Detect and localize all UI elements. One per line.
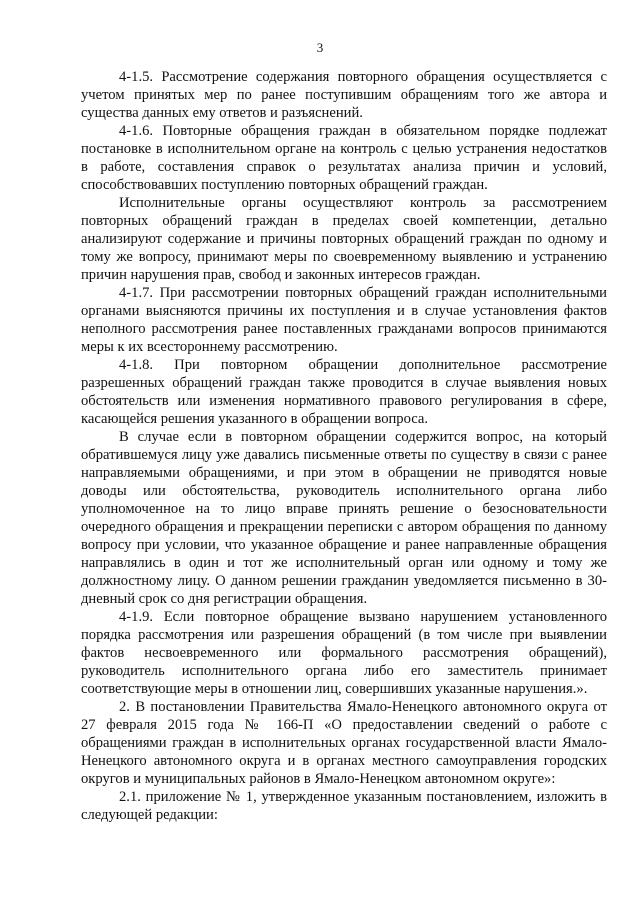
paragraph-4-1-8: 4-1.8. При повторном обращении дополнительное рассмотрение разрешенных обращений граждан также проводится в случае выявления новых обстоятельств или изменения нормативного правового регулирования в сфере, касающейся решения указанного в обращении вопроса. <box>81 357 607 427</box>
paragraph-2: 2. В постановлении Правительства Ямало-Ненецкого автономного округа от 27 февраля 2015 года № 166-П «О предоставлении сведений о работе с обращениями граждан в исполнительных органах государственной власти Ямало-Ненецкого автономного округа и в органах местного самоуправления городских округов и муниципальных районов в Ямало-Ненецком автономном округе»: <box>81 699 607 787</box>
paragraph-4-1-9: 4-1.9. Если повторное обращение вызвано нарушением установленного порядка рассмотрения или разрешения обращений (в том числе при выявлении фактов несвоевременного или формального рассмотрения обращений), руководитель исполнительного органа либо его заместитель принимает соответствующие меры в отношении лиц, совершивших указанные нарушения.». <box>81 609 607 697</box>
paragraph-4-1-6: 4-1.6. Повторные обращения граждан в обязательном порядке подлежат постановке в исполнительном органе на контроль с целью устранения недостатков в работе, составления справок о результатах анализа причин и условий, способствовавших поступлению повторных обращений граждан. <box>81 123 607 193</box>
paragraph-4-1-7: 4-1.7. При рассмотрении повторных обращений граждан исполнительными органами выясняются причины их поступления и в случае установления фактов неполного рассмотрения ранее поставленных гражданами вопросов принимаются меры к их всестороннему рассмотрению. <box>81 285 607 355</box>
paragraph-control: Исполнительные органы осуществляют контроль за рассмотрением повторных обращений граждан в пределах своей компетенции, детально анализируют содержание и причины повторных обращений граждан по одному и тому же вопросу, принимают меры по своевременному выявлению и устранению причин нарушения прав, свобод и законных интересов граждан. <box>81 195 607 283</box>
page-number: 3 <box>316 40 324 55</box>
paragraph-2-1: 2.1. приложение № 1, утвержденное указанным постановлением, изложить в следующей редакции: <box>81 789 607 823</box>
paragraph-repeat-question: В случае если в повторном обращении содержится вопрос, на который обратившемуся лицу уже давались письменные ответы по существу в связи с ранее направляемыми обращениями, и при этом в обращении не приводятся новые доводы или обстоятельства, руководитель исполнительного органа либо уполномоченное на то лицо вправе принять решение о безосновательности очередного обращения и прекращении переписки с автором обращения по данному вопросу при условии, что указанное обращение и ранее направленные обращения направлялись в один и тот же исполнительный орган или одному и тому же должностному лицу. О данном решении гражданин уведомляется письменно в 30-дневный срок со дня регистрации обращения. <box>81 429 607 607</box>
document-body <box>81 68 607 824</box>
paragraph-4-1-5: 4-1.5. Рассмотрение содержания повторного обращения осуществляется с учетом принятых мер по ранее поступившим обращениям того же автора и существа данных ему ответов и разъяснений. <box>81 69 607 121</box>
